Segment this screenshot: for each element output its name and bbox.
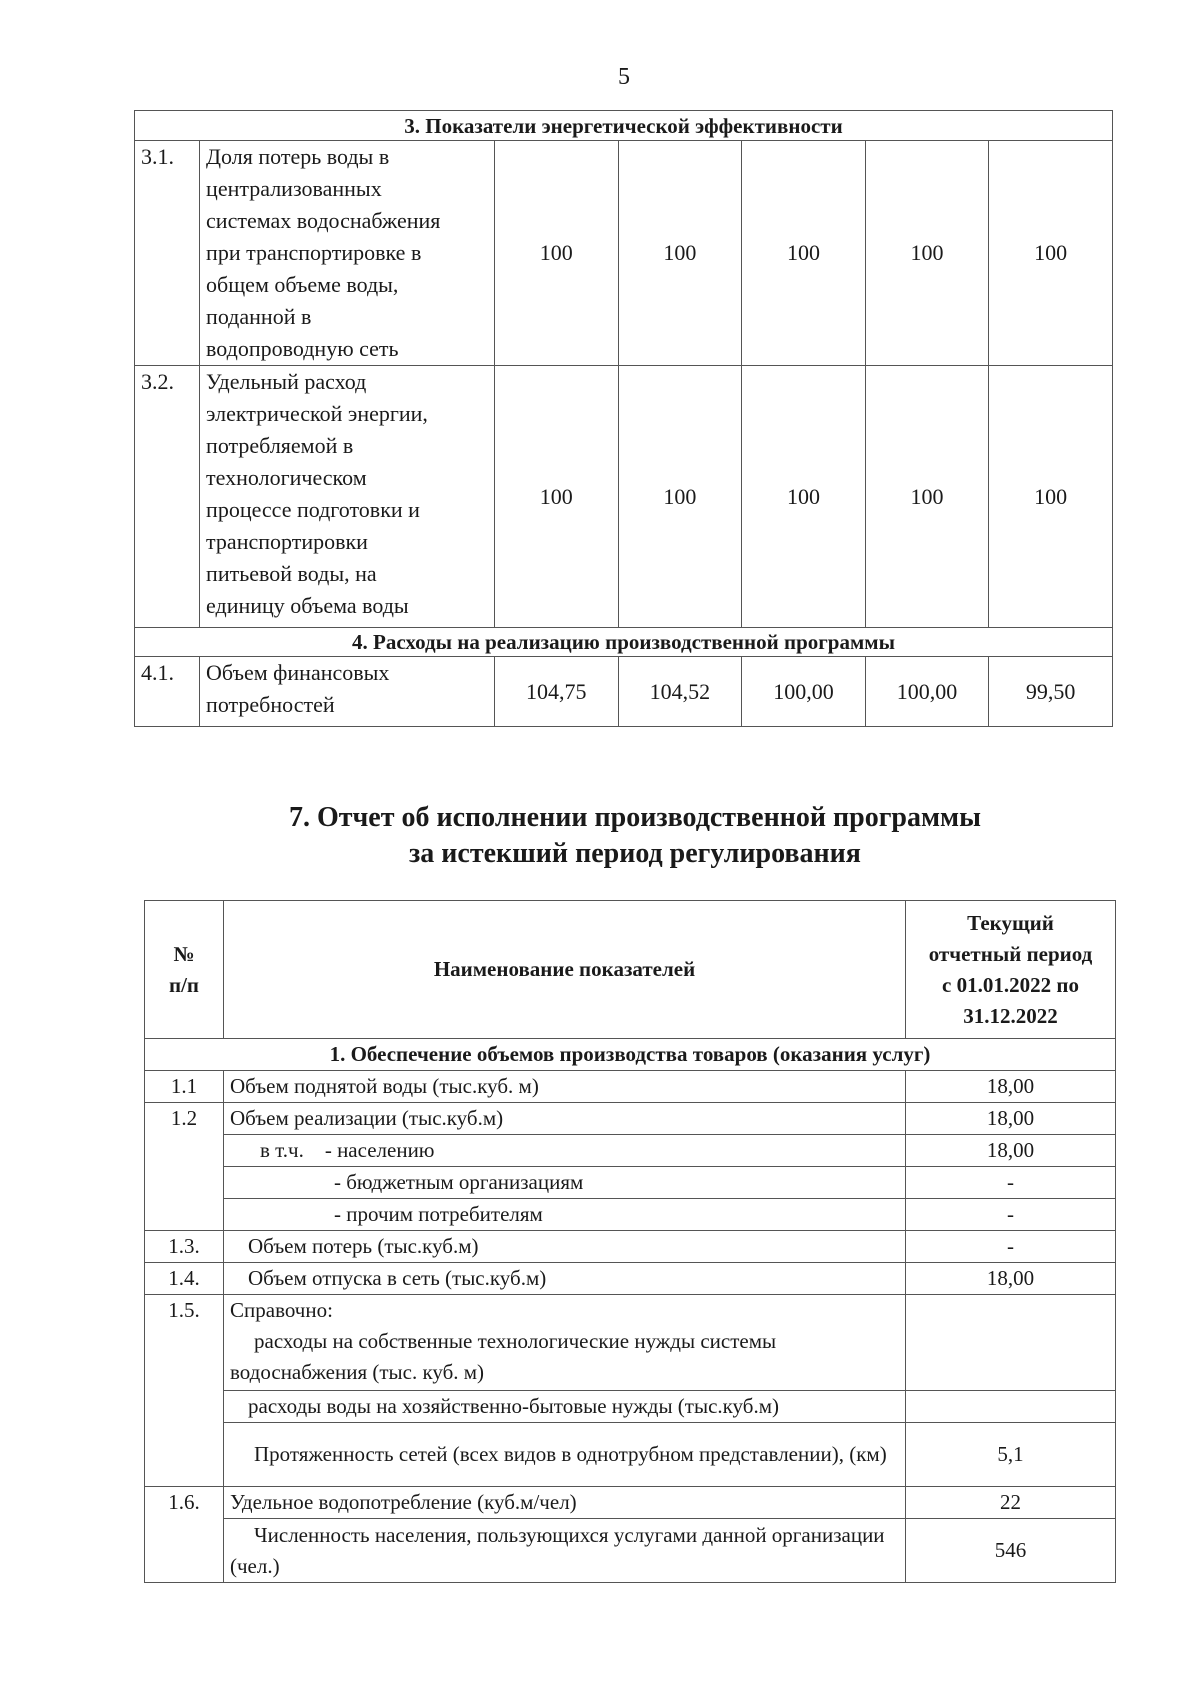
header-num: № п/п — [145, 901, 224, 1039]
table-row — [145, 1199, 1116, 1231]
table-row — [145, 1519, 1116, 1583]
row-value: 5,1 — [906, 1423, 1116, 1487]
row-name: Объем потерь (тыс.куб.м) — [224, 1231, 906, 1263]
row-label: Справочно: — [230, 1298, 333, 1322]
row-value: 104,75 — [494, 657, 618, 727]
row-name: Объем реализации (тыс.куб.м) — [224, 1103, 906, 1135]
row-number: 1.3. — [145, 1231, 224, 1263]
section-3-title: 3. Показатели энергетической эффективности — [135, 111, 1113, 141]
table-row — [145, 1071, 1116, 1103]
table-row — [145, 1167, 1116, 1199]
row-value: 100 — [989, 141, 1113, 366]
row-value: 100,00 — [865, 657, 989, 727]
row-value: 100 — [494, 366, 618, 628]
table-row — [145, 1391, 1116, 1423]
row-value — [906, 1295, 1116, 1391]
row-number: 1.2 — [145, 1103, 224, 1231]
row-name: Численность населения, пользующихся услугами данной организации (чел.) — [224, 1519, 906, 1583]
table-row — [145, 1135, 1116, 1167]
table-row — [145, 1103, 1116, 1135]
row-number: 3.2. — [135, 366, 200, 628]
row-name: Удельный расход электрической энергии, потребляемой в технологическом процессе подготовки и транспортировки питьевой воды, на единицу объема воды — [200, 366, 495, 628]
row-value: 100,00 — [742, 657, 866, 727]
row-value: 100 — [742, 366, 866, 628]
row-name: Удельное водопотребление (куб.м/чел) — [224, 1487, 906, 1519]
row-value: 100 — [494, 141, 618, 366]
row-value: - — [906, 1231, 1116, 1263]
row-name: Объем поднятой воды (тыс.куб. м) — [224, 1071, 906, 1103]
row-name: расходы воды на хозяйственно-бытовые нужды (тыс.куб.м) — [224, 1391, 906, 1423]
efficiency-table — [134, 110, 1113, 727]
table-row — [145, 1295, 1116, 1391]
header-period: Текущий отчетный период с 01.01.2022 по 31.12.2022 — [906, 901, 1116, 1039]
report-table — [144, 900, 1116, 1583]
row-number: 3.1. — [135, 141, 200, 366]
row-name: Объем финансовых потребностей — [200, 657, 495, 727]
row-name: Доля потерь воды в централизованных системах водоснабжения при транспортировке в общем объеме воды, поданной в водопроводную сеть — [200, 141, 495, 366]
row-number: 1.1 — [145, 1071, 224, 1103]
table-row — [145, 1487, 1116, 1519]
row-value: 100 — [742, 141, 866, 366]
row-value: 99,50 — [989, 657, 1113, 727]
row-value: 22 — [906, 1487, 1116, 1519]
table-row — [135, 366, 1113, 628]
table-row — [145, 1231, 1116, 1263]
header-row — [145, 901, 1116, 1039]
row-value: 18,00 — [906, 1263, 1116, 1295]
row-number: 4.1. — [135, 657, 200, 727]
row-name: Протяженность сетей (всех видов в однотрубном представлении), (км) — [224, 1423, 906, 1487]
row-value — [906, 1391, 1116, 1423]
table-row — [135, 141, 1113, 366]
row-name: - прочим потребителям — [224, 1199, 906, 1231]
row-number: 1.4. — [145, 1263, 224, 1295]
row-value: 100 — [865, 366, 989, 628]
header-name: Наименование показателей — [224, 901, 906, 1039]
row-name: Объем отпуска в сеть (тыс.куб.м) — [224, 1263, 906, 1295]
row-value: 100 — [989, 366, 1113, 628]
section-4-title: 4. Расходы на реализацию производственной программы — [135, 628, 1113, 657]
row-name: в т.ч. - населению — [224, 1135, 906, 1167]
row-value: 546 — [906, 1519, 1116, 1583]
row-value: 18,00 — [906, 1135, 1116, 1167]
row-value: - — [906, 1199, 1116, 1231]
report-title-line-2: за истекший период регулирования — [409, 838, 861, 869]
row-number: 1.6. — [145, 1487, 224, 1583]
table-row — [135, 657, 1113, 727]
table-row — [145, 1263, 1116, 1295]
row-name: Справочно: расходы на собственные технологические нужды системы водоснабжения (тыс. куб. м) — [224, 1295, 906, 1391]
row-value: 18,00 — [906, 1071, 1116, 1103]
row-value: - — [906, 1167, 1116, 1199]
page-number: 5 — [618, 64, 630, 90]
row-value: 100 — [865, 141, 989, 366]
row-name: - бюджетным организациям — [224, 1167, 906, 1199]
row-number: 1.5. — [145, 1295, 224, 1487]
row-value: 100 — [618, 141, 742, 366]
table-row — [145, 1423, 1116, 1487]
row-value: 100 — [618, 366, 742, 628]
section-1-title: 1. Обеспечение объемов производства товаров (оказания услуг) — [145, 1039, 1116, 1071]
report-title-line-1: 7. Отчет об исполнении производственной программы — [288, 802, 981, 833]
row-value: 18,00 — [906, 1103, 1116, 1135]
row-value: 104,52 — [618, 657, 742, 727]
